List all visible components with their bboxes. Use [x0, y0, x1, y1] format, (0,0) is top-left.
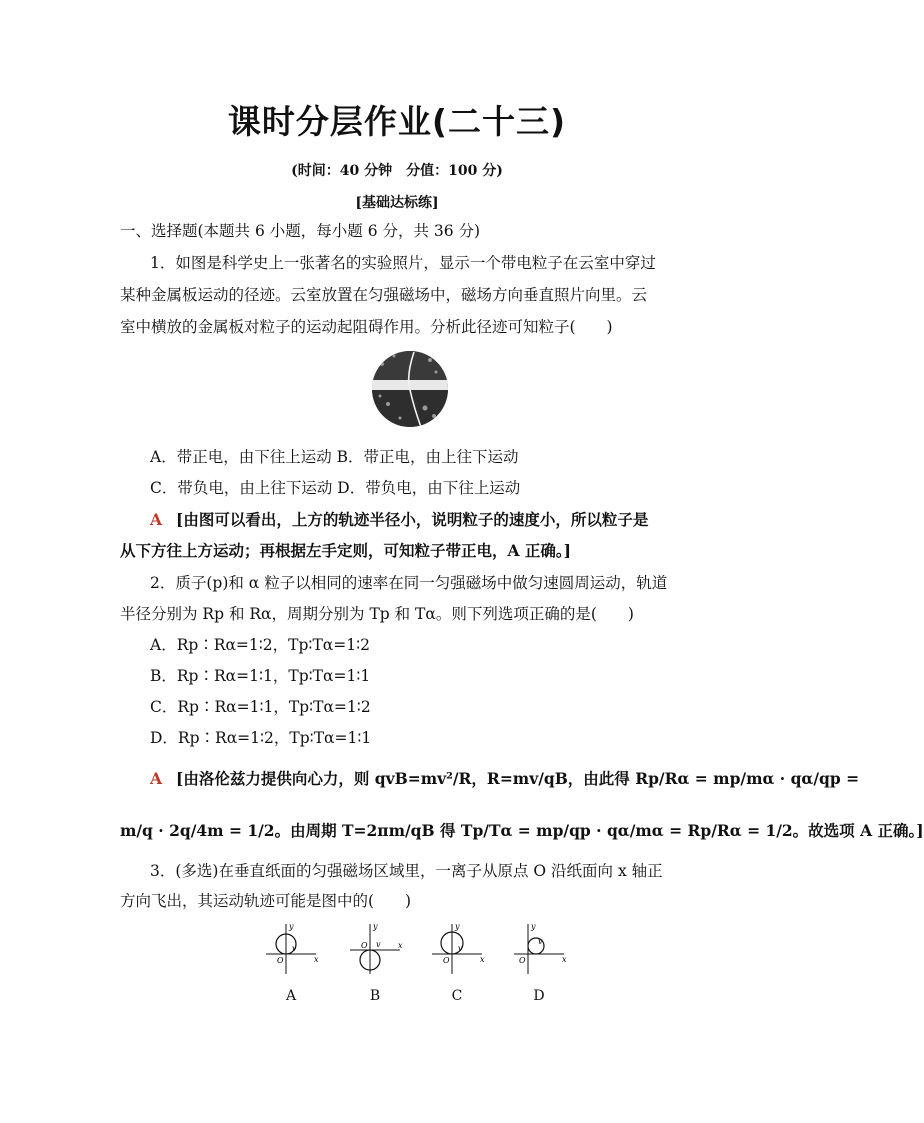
- velocity-label: v: [292, 944, 297, 953]
- q1-explanation-2: 从下方往上方运动；再根据左手定则，可知粒子带正电，A 正确。]: [120, 541, 572, 560]
- origin-label: O: [277, 956, 284, 965]
- axis-x-label: x: [398, 941, 403, 950]
- axis-y-label: y: [373, 922, 378, 931]
- q3-line-1: 3．(多选)在垂直纸面的匀强磁场区域里，一离子从原点 O 沿纸面向 x 轴正: [150, 862, 663, 880]
- figure-d: [510, 920, 568, 980]
- time-score-info: (时间：40 分钟 分值：100 分): [291, 163, 503, 179]
- origin-label: O: [443, 956, 450, 965]
- q2-option-d: D．Rp∶Rα=1∶2，Tp∶Tα=1∶1: [150, 729, 372, 747]
- q2-option-c: C．Rp∶Rα=1∶1，Tp∶Tα=1∶2: [150, 698, 371, 716]
- q1-line-2: 某种金属板运动的径迹。云室放置在匀强磁场中，磁场方向垂直照片向里。云: [120, 286, 648, 304]
- q1-options-ab: A．带正电，由下往上运动 B．带正电，由上往下运动: [150, 448, 519, 466]
- q1-line-1: 1．如图是科学史上一张著名的实验照片，显示一个带电粒子在云室中穿过: [150, 254, 656, 272]
- part-heading: 一、选择题(本题共 6 小题，每小题 6 分，共 36 分): [120, 222, 481, 240]
- q2-option-b: B．Rp∶Rα=1∶1，Tp∶Tα=1∶1: [150, 667, 371, 685]
- q2-line-1: 2．质子(p)和 α 粒子以相同的速率在同一匀强磁场中做匀速圆周运动，轨道: [150, 574, 668, 592]
- velocity-label: v: [376, 940, 381, 949]
- q1-explanation-1: [150, 509, 680, 531]
- origin-label: O: [519, 956, 526, 965]
- figure-b-label: B: [369, 988, 381, 1004]
- q1-explanation-text: [由图可以看出，上方的轨迹半径小，说明粒子的速度小，所以粒子是: [176, 510, 649, 529]
- section-heading: [基础达标练]: [355, 195, 439, 211]
- figure-c-label: C: [451, 988, 463, 1004]
- page-title: 课时分层作业(二十三): [227, 102, 567, 141]
- axis-x-label: x: [480, 955, 485, 964]
- q2-line-2: 半径分别为 Rp 和 Rα，周期分别为 Tp 和 Tα。则下列选项正确的是( ): [120, 605, 634, 623]
- figure-d-label: D: [533, 988, 545, 1004]
- q2-option-a: A．Rp∶Rα=1∶2，Tp∶Tα=1∶2: [150, 636, 371, 654]
- axis-x-label: x: [314, 955, 319, 964]
- q3-line-2: 方向飞出，其运动轨迹可能是图中的( ): [120, 892, 412, 910]
- figure-c: [428, 920, 486, 980]
- q2-explanation-2: m/q · 2q/4m = 1/2。由周期 T=2πm/qB 得 Tp/Tα = mp/qp · qα/mα = Rp/Rα = 1/2。故选项 A 正确。]: [120, 821, 924, 840]
- cloud-chamber-photo: [370, 346, 450, 432]
- q1-line-3: 室中横放的金属板对粒子的运动起阻碍作用。分析此径迹可知粒子( ): [120, 318, 613, 336]
- figure-a-label: A: [285, 988, 297, 1004]
- axis-y-label: y: [455, 922, 460, 931]
- figure-b: [346, 920, 404, 980]
- q2-explanation-1: [150, 768, 860, 790]
- q1-answer: A: [150, 510, 163, 529]
- figure-a: [262, 920, 320, 980]
- q2-answer: A: [150, 769, 163, 788]
- axis-y-label: y: [289, 922, 294, 931]
- axis-y-label: y: [531, 922, 536, 931]
- q1-options-cd: C．带负电，由上往下运动 D．带负电，由下往上运动: [150, 479, 521, 497]
- velocity-label: v: [458, 944, 463, 953]
- velocity-label: v: [538, 937, 543, 946]
- origin-label: O: [361, 941, 368, 950]
- axis-x-label: x: [562, 955, 567, 964]
- q2-explanation-text: [由洛伦兹力提供向心力，则 qvB=mv²/R，R=mv/qB，由此得 Rp/Rα = mp/mα · qα/qp =: [176, 769, 860, 788]
